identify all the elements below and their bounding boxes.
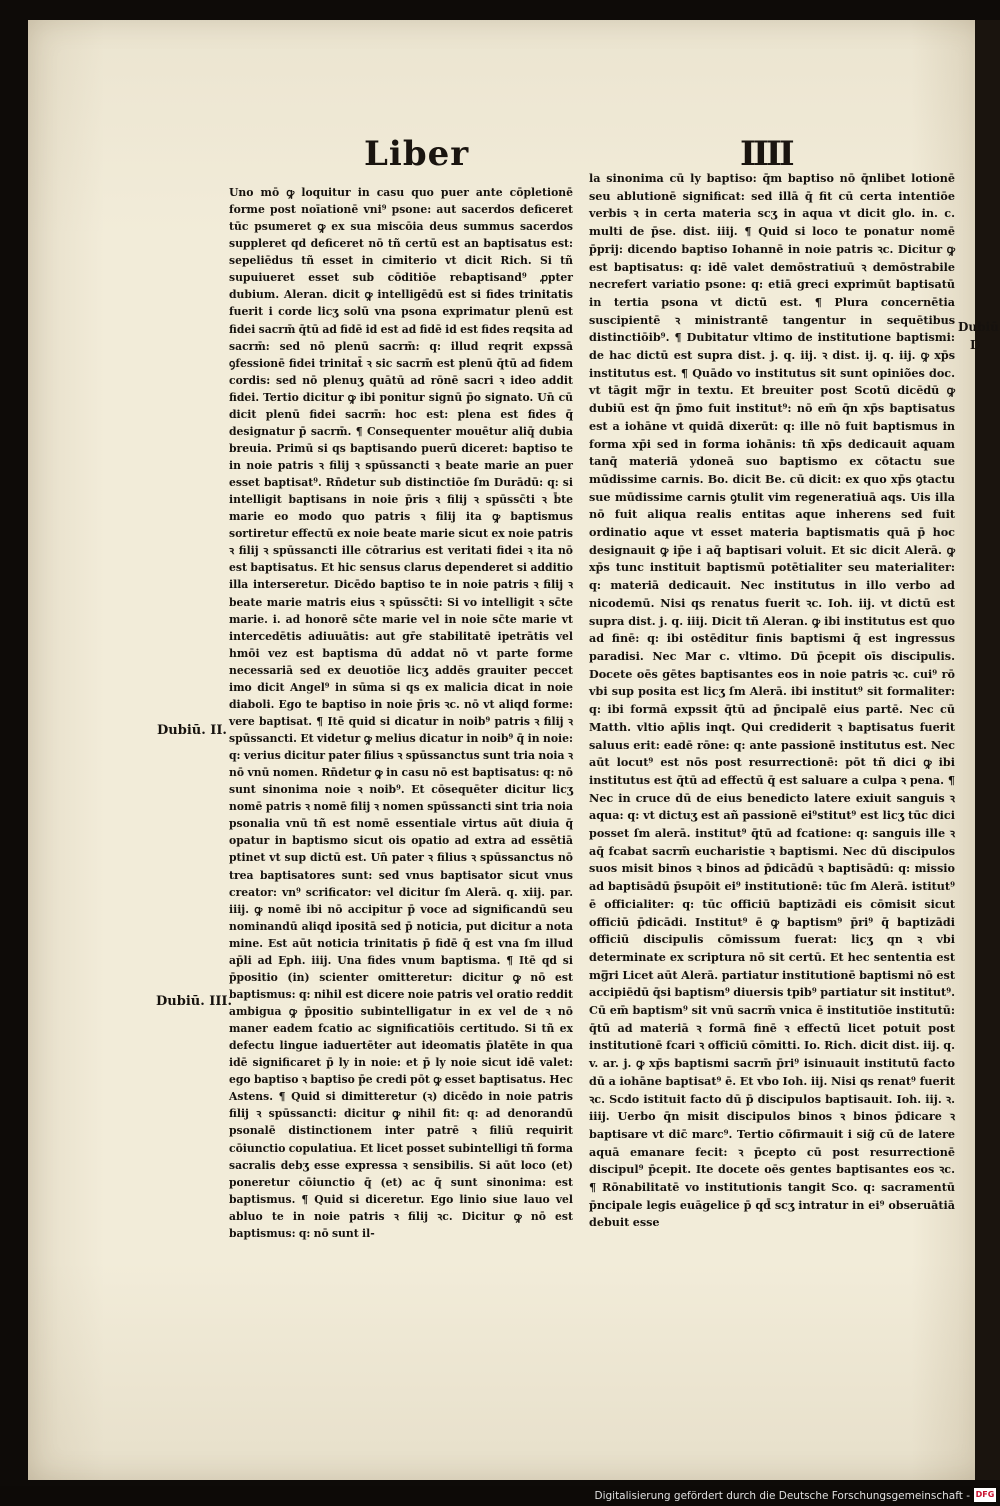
margin-note-d-right: D <box>970 338 981 352</box>
right-text-column <box>589 170 955 1232</box>
digitization-credit: Digitalisierung gefördert durch die Deutsche Forschungsgemeinschaft - <box>594 1490 970 1502</box>
folio-number: IIII <box>740 134 792 174</box>
right-column-text: la sinonima cū ly baptiso: q̄m baptiso nō q̄nlibet lotionē seu ablutionē significat: sed illā q̄ fit cū certa intentiōe verbis ꝛ in certa materia scʒ in aqua vt dicit glo. in. c. multi de p̄se. dist. iiij. ¶ Quid si loco te ponatur nomē p̄prij: dicendo baptiso Iohannē in noie patris ꝛc. Dicitur ꝙ est baptisatus: q: idē valet demōstratiuū ꝛ demōstrabile necrefert variatio psone: q: etiā greci exprimūt baptisatū in tertia psona vt dictū est. ¶ Plura concernētia suscipientē ꝛ ministrantē tangentur in sequētibus distinctiōib⁹. ¶ Dubitatur vltimo de institutione baptismi: de hac dictū est supra dist. j. q. iij. ꝛ dist. ij. q. iij. ꝙ xp̄s institutus est. ¶ Quādo vo institutus sit sunt opiniões doc. vt tāgit mg̅r in textu. Et breuiter post Scotū dicēdū ꝙ dubiū est q̄n p̄mo fuit institut⁹: nō em̄ q̄n xp̄s baptisatus est a iohāne vt quidā dixerūt: q: ille nō fuit baptismus in forma xp̄i sed in forma iohānis: tñ xp̄s dedicauit aquam tanq̄ materiā ydoneā suo baptismo ex cōtactu sue mūdissime carnis. Bo. dicit Be. cū dicit: ex quo xp̄s ꝯtactu sue mūdissime carnis ꝯtulit vim regeneratiuā aqs. Uis illa nō fuit aliqua realis entitas aque inherens sed fuit ordinatio aque vt esset materia baptismatis quā p̄ hoc designauit ꝙ ip̄e i aq̄ baptisari voluit. Et sic dicit Alerā. ꝙ xp̄s tunc instituit baptismū potētialiter seu materialiter: q: materiā dedicauit. Nec institutus in illo verbo ad nicodemū. Nisi qs renatus fuerit ꝛc. Ioh. iij. vt dictū est supra dist. j. q. iiij. Dicit tñ Aleran. ꝙ ibi institutus est quo ad finē: q: ibi ostēditur finis baptismi q̄ est ingressus paradisi. Nec Mar c. vltimo. Dū p̄cepit oīs discipulis. Docete oēs gētes baptisantes eos in noie patris ꝛc. cui⁹ rō vbi sup posita est licʒ ſm Alerā. ibi institut⁹ sit formaliter: q: ibi formā expssit q̄tū ad p̄ncipalē eius partē. Nec cū Matth. vltio ap̄lis inqt. Qui crediderit ꝛ baptisatus fuerit saluus erit: eadē rōne: q: ante passionē institutus est. Nec aūt locut⁹ est nōs post resurrectionē: pōt tñ dici ꝙ ibi institutus est q̄tū ad effectū q̄ est saluare a culpa ꝛ pena. ¶ Nec in cruce dū de eius benedicto latere exiuit sanguis ꝛ aqua: q: vt dictuʒ est añ passionē ei⁹stitut⁹ est licʒ tūc dici posset ſm alerā. institut⁹ q̄tū ad fcatione: q: sanguis ille ꝛ aq̄ fcabat sacrm̄ eucharistie ꝛ baptismi. Nec dū discipulos suos misit binos ꝛ binos ad p̄dicādū ꝛ baptisādū: q: missio ad baptisādū p̄supōit ei⁹ institutionē: tūc ſm Alerā. istitut⁹ ē officialiter: q: tūc officiū baptizādi eis cōmisit sicut officiū p̄dicādi. Institut⁹ ē ꝙ baptism⁹ p̄ri⁹ q̄ baptizādi officiū discipulis cōmissum fuerat: licʒ qn ꝛ vbi determinate ex scriptura nō sit certū. Et hec sententia est mg̅ri Licet aūt Alerā. partiatur institutionē baptismi nō est accipiēdū q̄si baptism⁹ diuersis tpib⁹ partiatur sit institut⁹. Cū em̄ baptism⁹ sit vnū sacrm̄ vnica ē institutiōe institutū: q̄tū ad materiā ꝛ formā finē ꝛ effectū licet potuit post institutionē fcari ꝛ officiū cōmitti. Io. Rich. dicit dist. iij. q. v. ar. j. ꝙ xp̄s baptismi sacrm̄ p̄ri⁹ isinuauit institutū facto dū a iohāne baptisat⁹ ē. Et vbo Ioh. iij. Nisi qs renat⁹ fuerit ꝛc. Scdo istituit facto dū p̄ discipulos baptisauit. Ioh. iij. ꝛ. iiij. Uerbo q̄n misit discipulos binos ꝛ binos p̄dicare ꝛ baptisare vt dic̄ marc⁹. Tertio cōfirmauit i sig̃ cū de latere aquā emanare fecit: ꝛ p̄cepto cū post resurrectionē discipul⁹ p̄cepit. Ite docete oēs gentes baptisantes eos ꝛc. ¶ Rōnabilitatē vo institutionis tangit Sco. q: sacramentū p̄ncipale legis euāgelice p̄ qd̄ scʒ intratur in ei⁹ obseruātiā debuit esse <box>589 171 955 1230</box>
page-edge <box>975 20 1000 1480</box>
margin-note-dubium-2: Dubiū. II. <box>157 723 227 738</box>
left-column-text: Uno mō ꝙ loquitur in casu quo puer ante cōpletionē forme post noīationē vni⁹ psone: aut sacerdos deficeret tūc psumeret ꝙ ex sua miscōia deus summus sacerdos suppleret qd deficeret nō tñ certū est an baptisatus est: sepeliēdus tñ esset in cimiterio vt dicit Rich. Si tñ supuiueret esset sub cōditiōe rebaptisand⁹ ꝓpter dubium. Aleran. dicit ꝙ intelligēdū est si fides trinitatis fuerit i corde licʒ solū vna psona exprimatur plenū est fidei sacrm̄ q̄tū ad fidē id est ad fidē id est fides reqsita ad sacrm̄: sed nō plenū sacrm̄: q: illud reqrit expssā ꝯfessionē fidei trinitat̄ ꝛ sic sacrm̄ est plenū q̄tū ad fidem cordis: sed nō plenuʒ quātū ad rōnē sacri ꝛ ideo addit fidei. Tertio dicitur ꝙ ibi ponitur signū p̄o signato. Un̄ cū dicit plenū fidei sacrm̄: hoc est: plena est fides q̄ designatur p̄ sacrm̄. ¶ Consequenter mouētur aliq̄ dubia breuia. Primū si qs baptisando puerū diceret: baptiso te in noie patris ꝛ filij ꝛ spūssancti ꝛ beate marie an puer esset baptisat⁹. Rn̄detur sub distinctiōe ſm Durādū: q: si intelligit baptisans in noie p̄ris ꝛ filij ꝛ spūssc̄ti ꝛ b̄te marie eo modo quo patris ꝛ filij ita ꝙ baptismus sortiretur effectū ex noie beate marie sicut ex noie patris ꝛ filij ꝛ spūssancti ille cōtrarius est veritati fidei ꝛ ita nō est baptisatus. Et hic sensus clarus dependeret si additio illa interseretur. Dicēdo baptiso te in noie patris ꝛ filij ꝛ beate marie matris eius ꝛ spūssc̄ti: Si vo intelligit ꝛ sc̄te marie. i. ad honorē sc̄te marie vel in noie sc̄te marie vt intercedētis adiuuātis: aut gr̄e stabilitatē ipetrātis vel hmōi vez est baptisma dū addat nō vt parte forme necessariā sed ex deuotiōe licʒ addēs grauiter peccet imo dicit Angel⁹ in sūma si qs ex malicia dicat in noie diaboli. Ego te baptiso in noie p̄ris ꝛc. nō vt aliqd forme: vere baptisat. ¶ Itē quid si dicatur in noib⁹ patris ꝛ filij ꝛ spūssancti. Et videtur ꝙ melius dicatur in noib⁹ q̄ in noie: q: verius dicitur pater filius ꝛ spūssanctus sunt tria noia ꝛ nō vnū nomen. Rn̄detur ꝙ in casu nō est baptisatus: q: nō sunt sinonima noie ꝛ noib⁹. Et cōsequēter dicitur licʒ nomē patris ꝛ nomē filij ꝛ nomen spūssancti sint tria noia psonalia vnū tñ est nomē essentiale virtus aūt diuia q̄ opatur in baptismo sicut ois opatio ad extra ad essētiā ptinet vt sup dictū est. Un̄ pater ꝛ filius ꝛ spūssanctus nō trea baptisatores sunt: sed vnus baptisator sicut vnus creator: vn⁹ scrificator: vel dicitur ſm Alerā. q. xiij. par. iiij. ꝙ nomē ibi nō accipitur p̄ voce ad significandū seu nominandū aliqd ipositā sed p̄ noticia, put dicitur a nota mine. Est aūt noticia trinitatis p̄ fidē q̄ est vna ſm illud ap̄li ad Eph. iiij. Una fides vnum baptisma. ¶ Itē qd si p̄positio (in) scienter omitteretur: dicitur ꝙ nō est baptismus: q: nihil est dicere noie patris vel oratio reddit ambigua ꝙ p̄positio subintelligatur in ex vel de ꝛ nō maner eadem fcatio ac significatiōis certitudo. Si tñ ex defectu lingue iaduertēter aut ideomatis p̄latēte in qua idē significaret p̄ ly in noie: et p̄ ly noie sicut idē valet: ego baptiso ꝛ baptiso p̄e credi pōt ꝙ esset baptisatus. Hec Astens. ¶ Quid si dimitteretur (ꝛ) dicēdo in noie patris filij ꝛ spūssancti: dicitur ꝙ nihil fit: q: ad denorandū psonalē distinctionem inter patrē ꝛ filiū requirit cōiunctio copulatiua. Et licet posset subintelligi tñ forma sacralis debʒ esse expressa ꝛ sensibilis. Si aūt loco (et) poneretur cōiunctio q̄ (et) ac q̄ sunt sinonima: est baptismus. ¶ Quid si diceretur. Ego linio siue lauo vel abluo te in noie patris ꝛ filij ꝛc. Dicitur ꝙ nō est baptismus: q: nō sunt il- <box>229 186 573 1240</box>
dfg-logo: DFG <box>974 1488 996 1502</box>
running-head: Liber <box>364 134 470 174</box>
left-text-column <box>229 184 573 1242</box>
margin-note-dubium-right: Dubiū <box>958 320 999 334</box>
margin-note-dubium-3: Dubiū. III. <box>156 994 233 1009</box>
